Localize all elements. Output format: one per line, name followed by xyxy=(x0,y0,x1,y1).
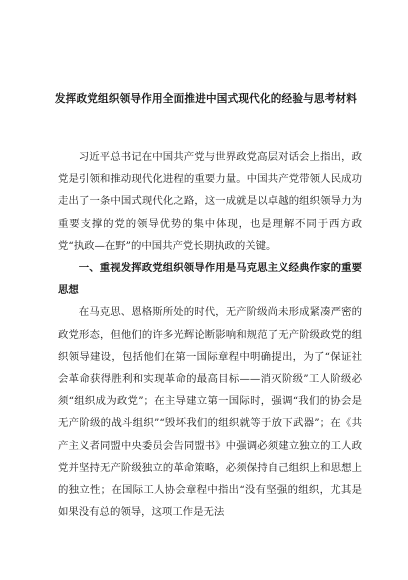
document-body xyxy=(58,146,362,523)
paragraph-section-1: 在马克思、恩格斯所处的时代，无产阶级尚未形成紧凑严密的政党形态，但他们的许多光辉论断影响和规范了无产阶级政党的组织领导建设，包括他们在第一国际章程中明确提出，为了“保证社会革命获得胜利和实现革命的最高目标——消灭阶级”工人阶级必须“组织成为政党”；在主导建立第一国际时，强调“我们的协会是无产阶级的战斗组织”“毁坏我们的组织就等于放下武器”；在《共产主义者同盟中央委员会告同盟书》中强调必须建立独立的工人政党并坚持无产阶级独立的革命策略，必须保持自己组织上和思想上的独立性；在国际工人协会章程中指出“没有坚强的组织，尤其是如果没有总的领导，这项工作是无法 xyxy=(58,306,362,519)
paragraph-intro: 习近平总书记在中国共产党与世界政党高层对话会上指出，政党是引领和推动现代化进程的重要力量。中国共产党带领人民成功走出了一条中国式现代化之路，这一成就是以卓越的组织领导力为重要支撑的党的领导优势的集中体现，也是理解不同于西方政党“执政—在野”的中国共产党长期执政的关键。 xyxy=(58,151,362,252)
document-title: 发挥政党组织领导作用全面推进中国式现代化的经验与思考材料 xyxy=(54,93,358,105)
section-heading-1: 一、重视发挥政党组织领导作用是马克思主义经典作家的重要思想 xyxy=(58,262,362,297)
